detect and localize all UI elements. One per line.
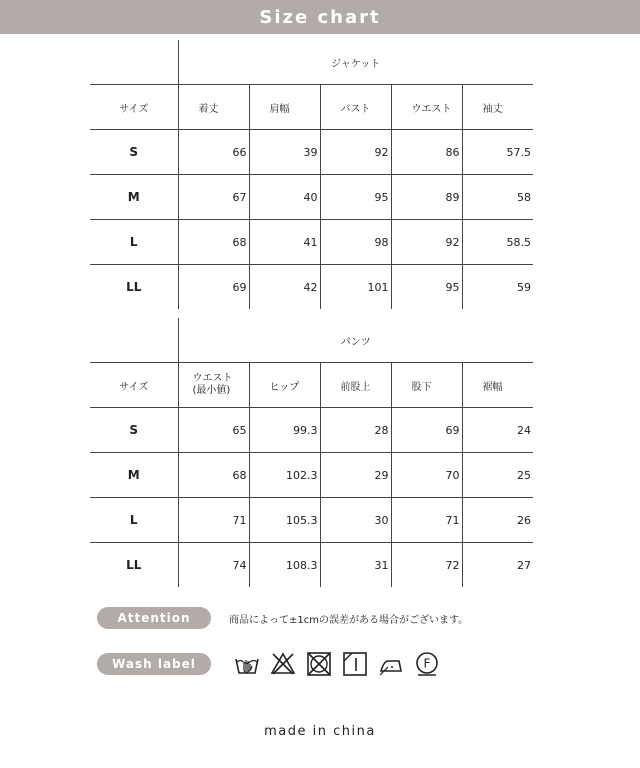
pants-size-table: [90, 318, 533, 587]
table-cell: 68: [178, 220, 249, 265]
size-column-header: サイズ: [90, 363, 178, 408]
table-cell: 39: [249, 130, 320, 175]
table-cell: 58: [462, 175, 533, 220]
table-cell: 66: [178, 130, 249, 175]
size-label: L: [90, 220, 178, 265]
column-header: 肩幅: [249, 85, 320, 130]
wash-label-badge: Wash label: [97, 653, 211, 675]
column-header: ヒップ: [249, 363, 320, 408]
iron-low-icon: [378, 651, 404, 677]
no-tumble-dry-icon: [306, 651, 332, 677]
size-label: S: [90, 130, 178, 175]
table-cell: 102.3: [249, 453, 320, 498]
table-row: [90, 175, 533, 220]
table-corner-blank: [90, 318, 178, 363]
table-cell: 74: [178, 543, 249, 588]
table-cell: 72: [391, 543, 462, 588]
jacket-title: ジャケット: [178, 40, 533, 85]
table-cell: 68: [178, 453, 249, 498]
column-header: 裾幅: [462, 363, 533, 408]
size-label: M: [90, 453, 178, 498]
table-cell: 99.3: [249, 408, 320, 453]
column-header: バスト: [320, 85, 391, 130]
table-cell: 26: [462, 498, 533, 543]
table-cell: 25: [462, 453, 533, 498]
wash-icons: [234, 651, 440, 677]
column-header: 袖丈: [462, 85, 533, 130]
column-header: 着丈: [178, 85, 249, 130]
table-cell: 58.5: [462, 220, 533, 265]
table-cell: 92: [320, 130, 391, 175]
column-header: ウエスト (最小値): [178, 363, 249, 408]
table-row: [90, 498, 533, 543]
dry-clean-f-icon: [414, 651, 440, 677]
table-cell: 71: [178, 498, 249, 543]
table-cell: 69: [391, 408, 462, 453]
size-column-header: サイズ: [90, 85, 178, 130]
table-cell: 67: [178, 175, 249, 220]
column-header: ウエスト: [391, 85, 462, 130]
table-row: [90, 220, 533, 265]
column-header: 前股上: [320, 363, 391, 408]
pants-title: パンツ: [178, 318, 533, 363]
table-cell: 31: [320, 543, 391, 588]
table-cell: 41: [249, 220, 320, 265]
page-header: [0, 0, 640, 34]
size-label: LL: [126, 280, 142, 294]
table-cell: 71: [391, 498, 462, 543]
table-cell: 108.3: [249, 543, 320, 588]
table-cell: 27: [462, 543, 533, 588]
no-bleach-icon: [270, 651, 296, 677]
table-row: [90, 453, 533, 498]
table-cell: 95: [391, 265, 462, 310]
table-cell: 40: [249, 175, 320, 220]
table-row: [90, 543, 533, 588]
table-cell: 30: [320, 498, 391, 543]
column-header: 股下: [391, 363, 462, 408]
page-title: Size chart: [259, 6, 381, 28]
size-label: M: [90, 175, 178, 220]
table-cell: 65: [178, 408, 249, 453]
table-row: [90, 265, 533, 310]
size-label: LL: [126, 558, 142, 572]
table-cell: 69: [178, 265, 249, 310]
attention-note: 商品によって±1cmの誤差がある場合がございます。: [229, 615, 469, 626]
jacket-size-table: [90, 40, 533, 309]
table-cell: 101: [320, 265, 391, 310]
table-cell: 28: [320, 408, 391, 453]
table-corner-blank: [90, 40, 178, 85]
hand-wash-icon: [234, 651, 260, 677]
table-cell: 95: [320, 175, 391, 220]
table-cell: 29: [320, 453, 391, 498]
table-cell: 86: [391, 130, 462, 175]
size-label: S: [90, 408, 178, 453]
table-cell: 98: [320, 220, 391, 265]
table-row: [90, 408, 533, 453]
origin-footer: made in china: [264, 724, 376, 739]
drip-dry-shade-icon: [342, 651, 368, 677]
table-cell: 24: [462, 408, 533, 453]
attention-badge: Attention: [97, 607, 211, 629]
table-cell: 57.5: [462, 130, 533, 175]
size-label: L: [90, 498, 178, 543]
table-cell: 59: [462, 265, 533, 310]
table-cell: 89: [391, 175, 462, 220]
table-row: [90, 130, 533, 175]
table-cell: 42: [249, 265, 320, 310]
table-cell: 70: [391, 453, 462, 498]
dry-clean-letter: F: [423, 656, 431, 671]
table-cell: 105.3: [249, 498, 320, 543]
table-cell: 92: [391, 220, 462, 265]
